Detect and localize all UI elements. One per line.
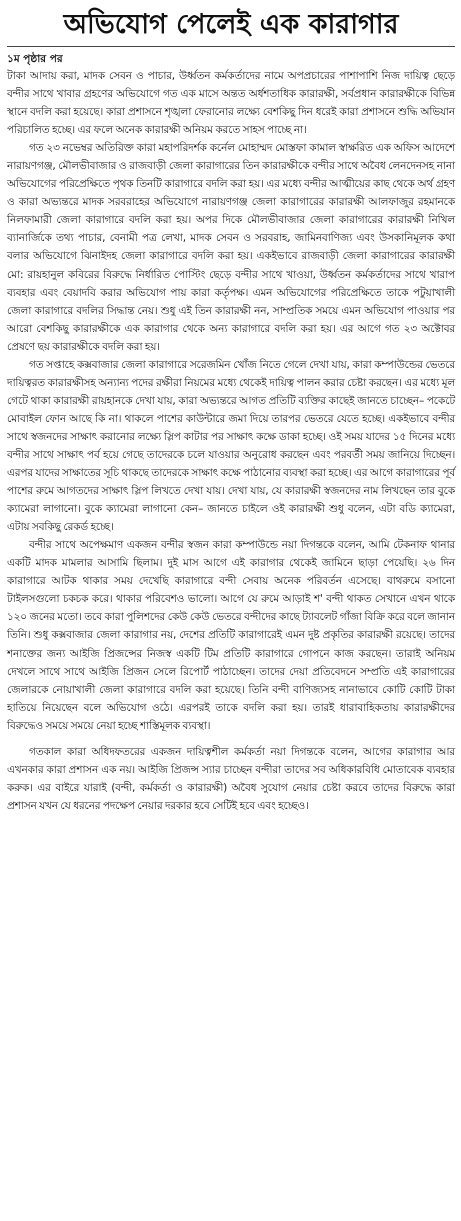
- article-paragraph-1: টাকা আদায় করা, মাদক সেবন ও পাচার, উর্ধ্বতন কর্মকর্তাদের নামে অপপ্রচারের পাশাপাশি নিজ দায়িত্ব ছেড়ে বন্দীর সাথে খাবার গ্রহণের অভিযোগে গত এক মাসে অন্তত অর্ধশতাধিক কারারক্ষী, সর্বপ্রধান কারারক্ষীকে বিভিন্ন স্থানে বদলি করা হয়েছে। কারা প্রশাসনে শৃঙ্খলা ফেরানোর লক্ষ্যে বেশকিছু দিন ধরেই কারা প্রশাসনে শুদ্ধি অভিযান পরিচালিত হচ্ছে। এর ফলে অনেক কারারক্ষী অনিয়ম করতে সাহস পাচ্ছে না।: [7, 70, 455, 137]
- article-body: [7, 67, 455, 815]
- article-paragraph-4: বন্দীর সাথে অপেক্ষমাণ একজন বন্দীর স্বজন কারা কম্পাউন্ডে নয়া দিগন্তকে বলেন, আমি টেকনাফ থানার একটি মাদক মামলার আসামি ছিলাম। দুই মাস আগে এই কারাগার থেকেই জামিনে ছাড়া পেয়েছি। ২৬ দিন কারাগারে আটক থাকার সময় দেখেছি কারাগারে বন্দী সেবায় অনেক পরিবর্তন এসেছে। বাথরুমে বসানো টাইলসগুলো চকচক করে। থাকার পরিবেশও ভালো। আগে যে রুমে আড়াই শ' বন্দী থাকত সেখানে এখন থাকে ১২০ জনের মতো। তবে কারা পুলিশদের কেউ কেউ ভেতরে বন্দীদের কাছে ট্যাবলেট গাঁজা বিক্রি করে বলে জানান তিনি। শুধু কক্সবাজার জেলা কারাগার নয়, দেশের প্রতিটি কারাগারেই এমন দুষ্ট প্রকৃতির কারারক্ষী রয়েছে। তাদের শনাক্তের জন্য আইজি প্রিজন্সের নিজস্ব একটি টিম প্রতিটি কারাগারে গোপনে কাজ করছেন। তারাই অনিয়ম দেখলে সাথে সাথে আইজি প্রিজন সেলে রিপোর্ট পাঠাচ্ছেন। তাদের দেয়া প্রতিবেদনে সম্প্রতি এই কারাগারের জেলারকে নোয়াখালী জেলা কারাগারে বদলি করা হয়েছে। তিনি বন্দী বাণিজ্যসহ নানাভাবে কোটি কোটি টাকা হাতিয়ে নিয়েছেন বলে অভিযোগ ওঠে। এরপরই তাকে বদলি করা হয়। তারই ধারাবাহিকতায় কারারক্ষীদের বিরুদ্ধেও সময়ে সময়ে নেয়া হচ্ছে শাস্তিমূলক ব্যবস্থা।: [7, 539, 455, 732]
- article-paragraph-5: গতকাল কারা অধিদফতরের একজন দায়িত্বশীল কর্মকর্তা নয়া দিগন্তকে বলেন, আগের কারাগার আর এখনকার কারা প্রশাসন এক নয়। আইজি প্রিজন্স স্যার চাচ্ছেন বন্দীরা তাদের সব অধিকারবিধি মোতাবেক ব্যবহার করুক। এর বাইরে যারাই (বন্দী, কর্মকর্তা ও কারারক্ষী) অবৈধ সুযোগ নেয়ার চেষ্টা করবে তাদের বিরুদ্ধে কারা প্রশাসন যখন যে ধরনের পদক্ষেপ নেয়ার দরকার হবে সেটিই হবে এবং হচ্ছেও।: [7, 745, 455, 812]
- continued-from-label: ১ম পৃষ্ঠার পর: [7, 53, 63, 65]
- article-headline: অভিযোগ পেলেই এক কারাগার: [63, 9, 399, 40]
- paragraph-gap: [7, 735, 455, 743]
- article-paragraph-3: গত সপ্তাহে কক্সবাজার জেলা কারাগারে সরেজমিন খোঁজ নিতে গেলে দেখা যায়, কারা কম্পাউন্ডের ভেতরে দায়িত্বরত কারারক্ষীসহ অন্যান্য পদের রক্ষীরা নিয়মের মধ্যে থেকেই দায়িত্ব পালন করার চেষ্টা করছেন। এর মধ্যে মূল গেটে থাকা কারারক্ষী রায়হানকে দেখা যায়, কারা অভ্যন্তরে আগত প্রতিটি ব্যক্তির কাছেই জানতে চাচ্ছেন– পকেটে মোবাইল ফোন আছে কি না। থাকলে পাশের কাউন্টারে জমা দিয়ে তারপর ভেতরে যেতে হচ্ছে। একইভাবে বন্দীর সাথে স্বজনদের সাক্ষাৎ করানোর লক্ষ্যে স্লিপ কাটার পর সাক্ষাৎ কক্ষে ডাকা হচ্ছে। ওই সময় যাদের ১৫ দিনের মধ্যে বন্দীর সাথে সাক্ষাৎ পর্ব হয়ে গেছে তাদেরকে চলে যাওয়ার অনুরোধ করছেন এবং পরবর্তী সময় জানিয়ে দিচ্ছেন। এরপর যাদের সাক্ষাতের সূচি থাকছে তাদেরকে সাক্ষাৎ কক্ষে পাঠানোর ব্যবস্থা করা হচ্ছে। এর আগে কারাগারের পূর্ব পাশের রুমে আগতদের সাক্ষাৎ স্লিপ লিখতে দেখা যায়। দেখা যায়, যে কারারক্ষী স্বজনদের নাম লিখছেন তার বুকে ক্যামেরা লাগানো। বুকে ক্যামেরা লাগানো কেন– জানতে চাইলে ওই কারারক্ষী শুধু বলেন, এটা বডি ক্যামেরা, এটায় সবকিছু রেকর্ড হচ্ছে।: [7, 358, 455, 534]
- headline-divider: [7, 46, 455, 47]
- article-paragraph-2: গত ২৩ নভেম্বর অতিরিক্ত কারা মহাপরিদর্শক কর্নেল মোহাম্মদ মোস্তফা কামাল স্বাক্ষরিত এক অফিস আদেশে নারায়ণগঞ্জ, মৌলভীবাজার ও রাজবাড়ী জেলা কারাগারের তিন কারারক্ষীকে বন্দীর সাথে অবৈধ লেনদেনসহ নানা অভিযোগের পরিপ্রেক্ষিতে পৃথক তিনটি কারাগারে বদলি করা হয়। এর মধ্যে বন্দীর আত্মীয়ের কাছ থেকে অর্থ গ্রহণ ও কারা অভ্যন্তরে মাদক সরবরাহের অভিযোগে নারায়ণগঞ্জ জেলা কারাগারের কারারক্ষী আলফাজুর রহমানকে নিলফামারী জেলা কারাগারে বদলি করা হয়। অপর দিকে মৌলভীবাজার জেলা কারাগারের কারারক্ষী নিখিল ব্যানার্জিকে তথ্য পাচার, বেনামী পত্র লেখা, মাদক সেবন ও সরবরাহ, জামিনবাণিজ্য এবং উসকানিমূলক কথা বলার অভিযোগে ঝিনাইদহ জেলা কারাগারে বদলি করা হয়। একইভাবে রাজবাড়ী জেলা কারাগারের কারারক্ষী মো: রায়হানুল কবিরের বিরুদ্ধে নির্ধারিত পোস্টিং ছেড়ে বন্দীর সাথে খাওয়া, উর্ধ্বতন কর্মকর্তাদের সাথে খারাপ ব্যবহার এবং বেয়াদবি করার অভিযোগ পায় কারা কর্তৃপক্ষ। এমন অভিযোগের পরিপ্রেক্ষিতে তাকে পটুয়াখালী জেলা কারাগারে বদলির সিদ্ধান্ত নেয়। শুধু এই তিন কারারক্ষী নন, সাম্প্রতিক সময়ে এমন অভিযোগ পাওয়ার পর আরো বেশকিছু কারারক্ষীকে এক কারাগার থেকে অন্য কারাগারে বদলি করা হয়। এর আগে গত ২৩ অক্টোবর প্রেষণে ছয় কারারক্ষীকে বদলি করা হয়।: [7, 142, 456, 353]
